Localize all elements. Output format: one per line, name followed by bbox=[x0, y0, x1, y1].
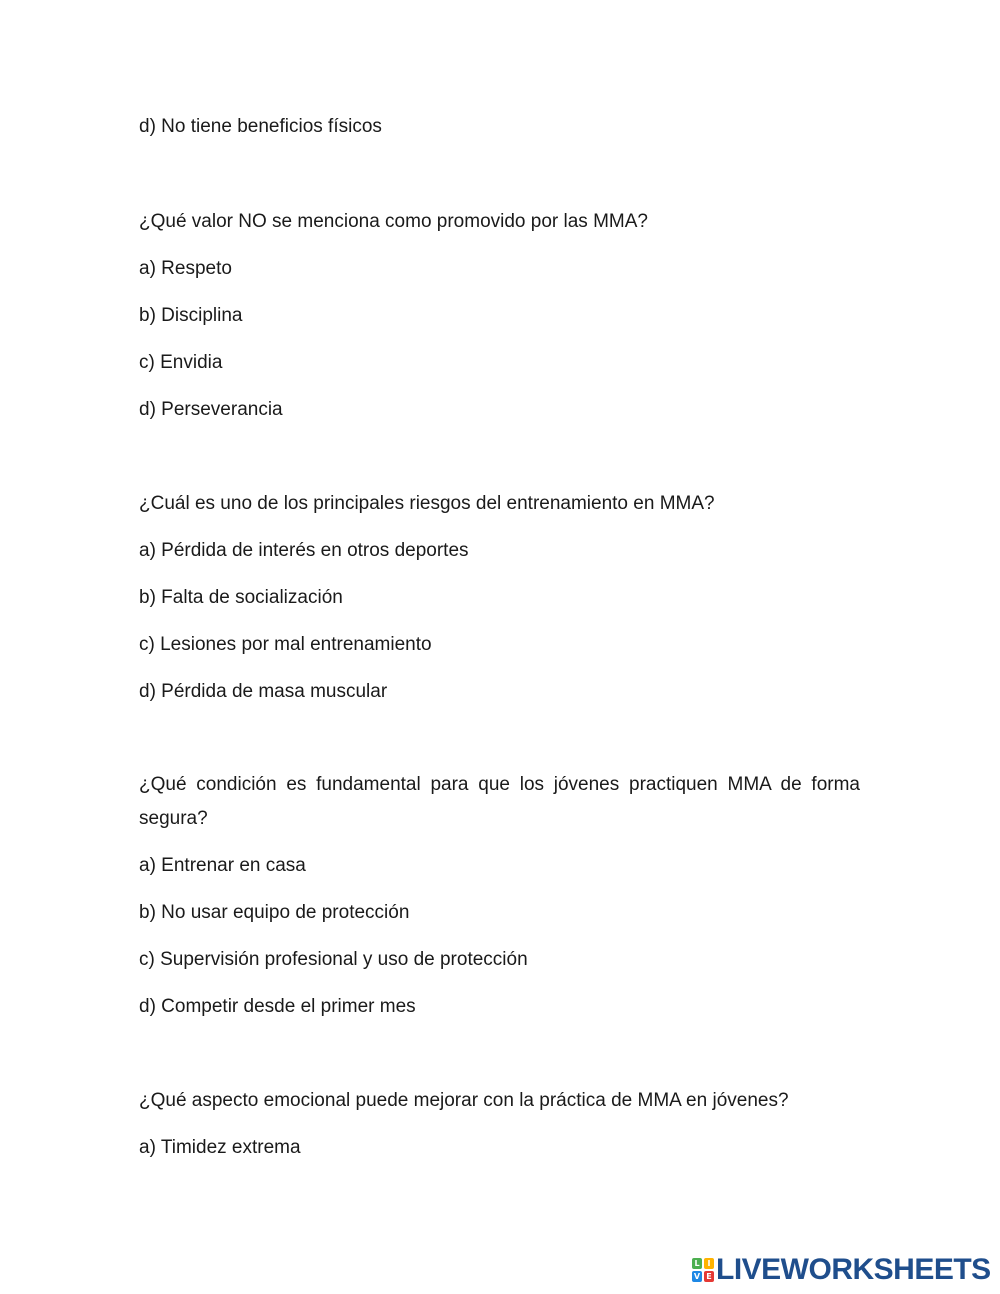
option-b-text: b) No usar equipo de protección bbox=[139, 902, 410, 923]
option-b-text: b) Disciplina bbox=[139, 305, 243, 326]
option-d-text: d) Competir desde el primer mes bbox=[139, 996, 416, 1017]
liveworksheets-logo-icon bbox=[692, 1258, 714, 1282]
option-d-text: d) Perseverancia bbox=[139, 399, 283, 420]
liveworksheets-wordmark: LIVEWORKSHEETS bbox=[716, 1253, 991, 1286]
option-d-text: d) No tiene beneficios físicos bbox=[139, 116, 382, 137]
logo-tile-e: E bbox=[704, 1271, 714, 1282]
option-c-text: c) Lesiones por mal entrenamiento bbox=[139, 634, 432, 655]
question-text-continued: segura? bbox=[139, 808, 208, 829]
question-text: ¿Qué condición es fundamental para que los jóvenes practiquen MMA de forma bbox=[139, 774, 860, 795]
option-c-text: c) Envidia bbox=[139, 352, 223, 373]
logo-tile-i: I bbox=[704, 1258, 714, 1269]
logo-tile-l: L bbox=[692, 1258, 702, 1269]
option-a-text: a) Respeto bbox=[139, 258, 232, 279]
question-text: ¿Qué aspecto emocional puede mejorar con la práctica de MMA en jóvenes? bbox=[139, 1090, 789, 1111]
question-text: ¿Qué valor NO se menciona como promovido por las MMA? bbox=[139, 211, 648, 232]
option-a-text: a) Pérdida de interés en otros deportes bbox=[139, 540, 469, 561]
option-b-text: b) Falta de socialización bbox=[139, 587, 343, 608]
logo-tile-v: V bbox=[693, 1272, 701, 1281]
option-c-text: c) Supervisión profesional y uso de protección bbox=[139, 949, 528, 970]
option-a-text: a) Timidez extrema bbox=[139, 1137, 301, 1158]
option-d-text: d) Pérdida de masa muscular bbox=[139, 681, 388, 702]
question-text: ¿Cuál es uno de los principales riesgos del entrenamiento en MMA? bbox=[139, 493, 715, 514]
option-a-text: a) Entrenar en casa bbox=[139, 855, 306, 876]
liveworksheets-logo bbox=[692, 1254, 991, 1286]
